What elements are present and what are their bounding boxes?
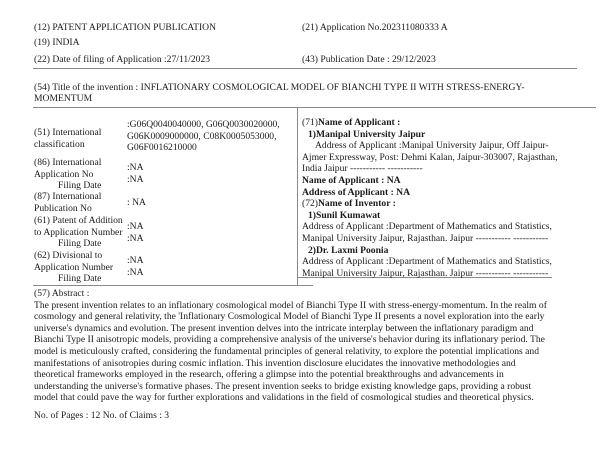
- applicant-inventor-panel: [302, 117, 592, 279]
- applicant-address-line: India Jaipur ----------- -----------: [302, 163, 423, 175]
- header-divider: [33, 68, 577, 69]
- divisional-label: [34, 250, 126, 285]
- column-divider: [297, 107, 298, 285]
- filing-date: (22) Date of filing of Application :27/11/2023: [34, 54, 211, 65]
- section-heading: Name of Inventor :: [317, 198, 396, 210]
- intl-class-value: [127, 119, 280, 154]
- value-line: :G06Q0040040000, G06Q0030020000,: [127, 119, 280, 130]
- label-line: (62) Divisional to: [34, 250, 103, 261]
- label-line: (86) International: [34, 157, 102, 168]
- invention-title-line1: (54) Title of the invention : INFLATIONARY COSMOLOGICAL MODEL OF BIANCHI TYPE II WITH STRESS-ENERGY-: [34, 82, 525, 93]
- inventor-name-text: 1)Sunil Kumawat: [308, 209, 381, 221]
- applicant-address-na-text: Address of Applicant : NA: [302, 186, 411, 198]
- label-line: Application No: [34, 168, 94, 180]
- patent-addition-value: [127, 221, 144, 244]
- section-heading: Name of Applicant :: [317, 117, 401, 128]
- value-line: :NA: [127, 173, 144, 185]
- abstract-line: The present invention relates to an inflationary cosmological model of Bianchi Type II with stress-energy-momentum. In the realm of: [34, 299, 547, 311]
- intl-app-value: [127, 162, 144, 185]
- abstract-line: cosmology and general relativity, the 'Inflationary Cosmological Model of Bianchi Type II presents a novel exploration into the early: [34, 311, 545, 323]
- applicant-name-na: [302, 175, 592, 187]
- applicant-name-na-text: Name of Applicant : NA: [302, 174, 401, 186]
- label-line: Application Number: [34, 261, 114, 273]
- applicant-address-line: Address of Applicant :Manipal University Jaipur, Off Jaipur-: [315, 140, 549, 152]
- application-number: (21) Application No.202311080333 A: [302, 22, 448, 33]
- applicant-address-na: [302, 187, 592, 199]
- abstract-line: manifestations of anisotropies during cosmic inflation. This invention disclosure elucidates the innovative methodologies and: [34, 357, 516, 369]
- intl-app-label: [34, 157, 126, 192]
- value-line: :NA: [127, 266, 144, 278]
- abstract-line: model is meticulously crafted, considering the fundamental principles of general relativity, to explore the potential implications and: [34, 345, 540, 357]
- label-line: (61) Patent of Addition: [34, 215, 123, 226]
- inventor-2-name: [302, 245, 592, 257]
- invention-title-line2: MOMENTUM: [34, 93, 93, 104]
- title-divider: [33, 107, 596, 108]
- applicant-address-line: Ajmer Expressway, Post: Dehmi Kalan, Jaipur-303007, Rajasthan,: [302, 151, 558, 163]
- value-line: :NA: [127, 221, 144, 232]
- inventor-name-text: 2)Dr. Laxmi Poonia: [308, 244, 389, 256]
- abstract-line: theoretical frameworks employed in the research, offering a glimpse into the potential breakthroughs and advancements in: [34, 369, 504, 381]
- value-line: G06F0016210000: [127, 142, 197, 154]
- label-line: Filing Date: [58, 273, 102, 285]
- publication-type: (12) PATENT APPLICATION PUBLICATION: [34, 22, 217, 33]
- intl-class-label: [34, 127, 126, 150]
- label-line: to Application Number: [34, 226, 123, 238]
- value-line: : NA: [127, 197, 146, 208]
- section-number: (72): [302, 198, 318, 210]
- divisional-value: [127, 255, 144, 278]
- label-line: Filing Date: [58, 238, 102, 250]
- label-line: (87) International: [34, 191, 102, 202]
- country: (19) INDIA: [34, 37, 80, 48]
- value-line: :NA: [127, 232, 144, 244]
- label-line: classification: [34, 138, 85, 150]
- abstract-section: [34, 288, 594, 422]
- applicant-name: [302, 129, 592, 141]
- inventor-1-address-line: Manipal University Jaipur, Rajasthan. Jaipur ----------- -----------: [302, 232, 549, 244]
- abstract-line: Bianchi Type II anisotropic models, providing a comprehensive analysis of the universe's behavior during its inflationary period. The: [34, 334, 545, 346]
- value-line: G06K0009000000, C08K0005053000,: [127, 130, 277, 142]
- inventor-2-address-line: Manipal University Jaipur, Rajasthan. Jaipur ----------- -----------: [302, 267, 549, 279]
- patent-addition-label: [34, 215, 126, 250]
- inventor-2-address-line: Address of Applicant :Department of Mathematics and Statistics,: [302, 256, 552, 268]
- value-line: :NA: [127, 255, 144, 266]
- pages-claims-count: No. of Pages : 12 No. of Claims : 3: [34, 409, 170, 421]
- intl-pub-value: [127, 197, 146, 209]
- label-line: Filing Date: [58, 180, 102, 192]
- inventor-1-name: [302, 210, 592, 222]
- section-number: (71): [302, 117, 318, 128]
- abstract-line: understanding the universe's formative phases. The present invention seeks to bridge existing knowledge gaps, providing a robust: [34, 380, 532, 392]
- abstract-heading: (57) Abstract :: [34, 288, 90, 299]
- publication-date: (43) Publication Date : 29/12/2023: [302, 54, 436, 65]
- abstract-line: model that could pave the way for further explorations and validations in the field of cosmological studies and theoretical physics.: [34, 392, 534, 404]
- applicant-heading: [302, 117, 592, 129]
- inventor-heading: [302, 198, 592, 210]
- inventor-1-address-line: Address of Applicant :Department of Mathematics and Statistics,: [302, 221, 552, 233]
- label-line: (51) International: [34, 127, 102, 138]
- label-line: Publication No: [34, 202, 92, 214]
- applicant-name-text: 1)Manipal University Jaipur: [308, 128, 426, 140]
- table-bottom-left: [33, 285, 313, 286]
- intl-pub-label: [34, 191, 126, 214]
- abstract-line: universe's dynamics and evolution. The present invention delves into the intricate interplay between the inflationary paradigm and: [34, 322, 534, 334]
- value-line: :NA: [127, 162, 144, 173]
